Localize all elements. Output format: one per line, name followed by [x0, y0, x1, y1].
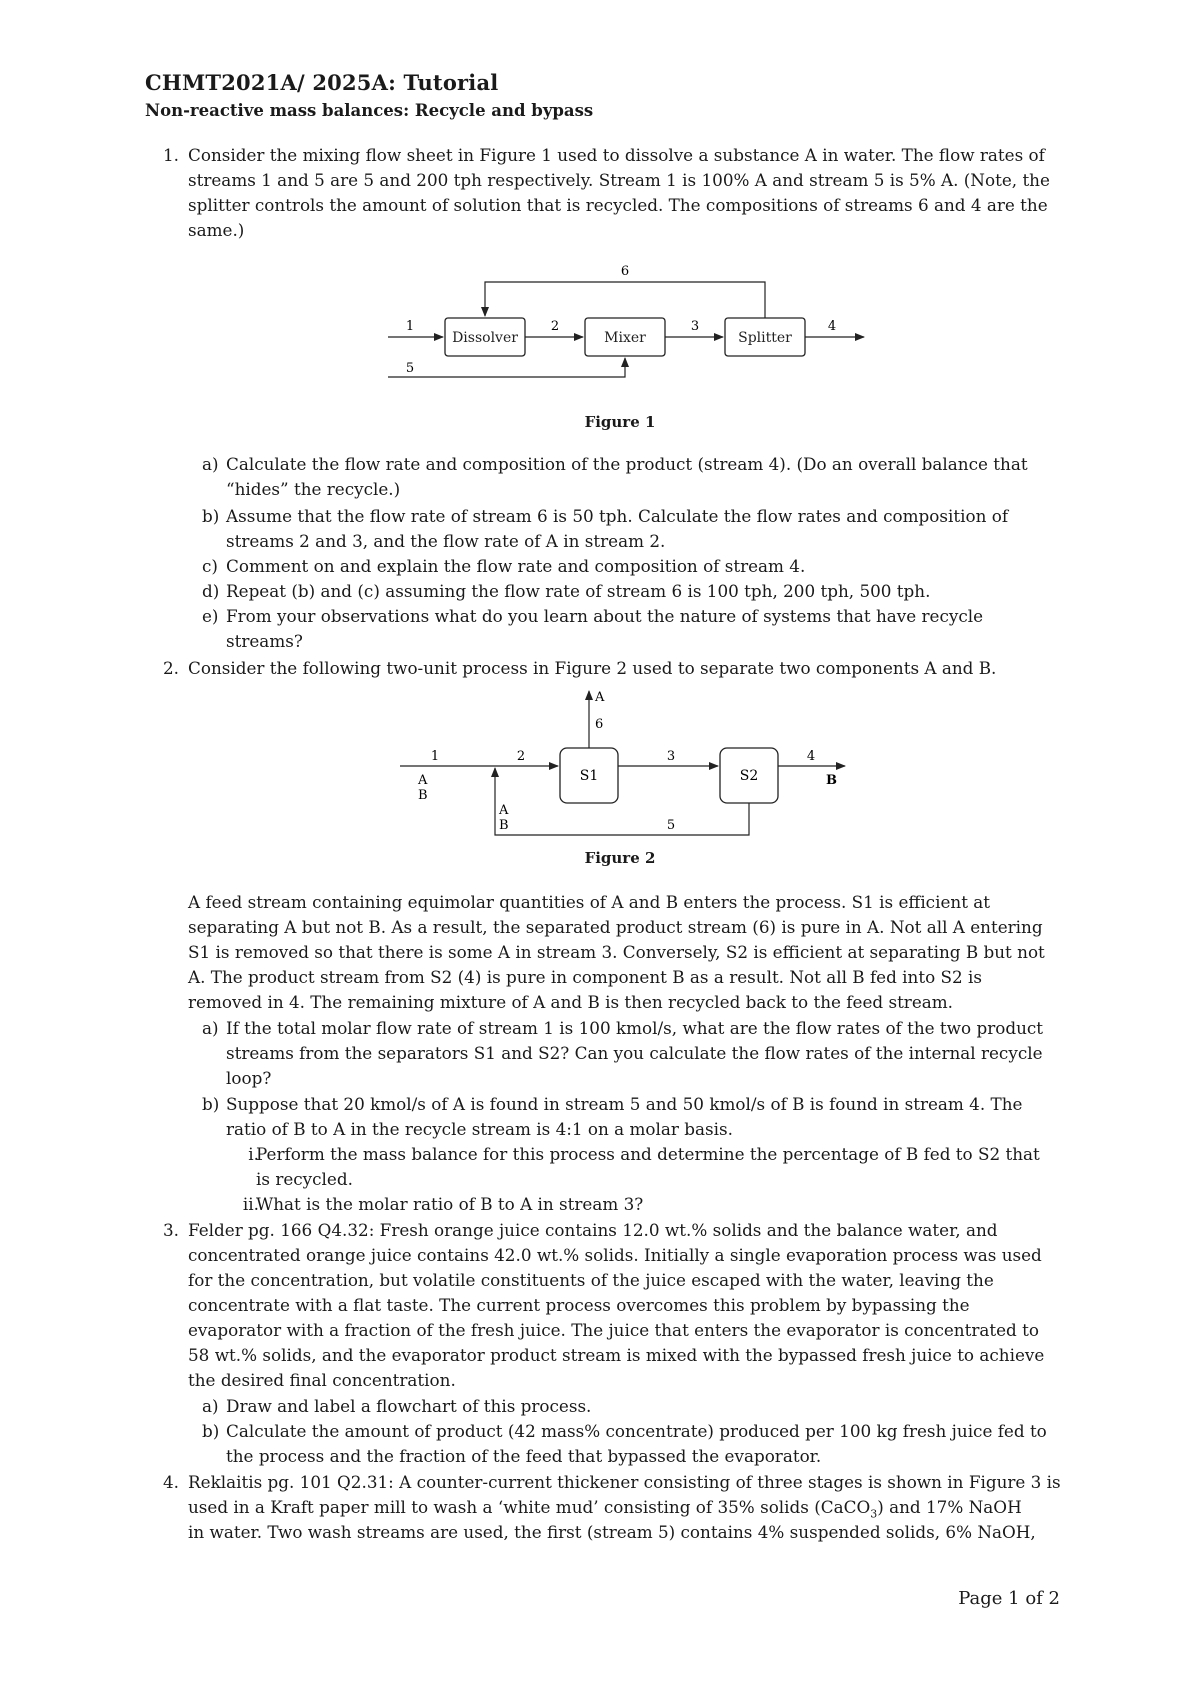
- stream-4-label: 4: [806, 749, 816, 764]
- question-2-intro: Consider the following two-unit process in Figure 2 used to separate two components A and B.: [188, 658, 997, 678]
- figure-1-flowsheet: [370, 255, 870, 385]
- q3-line: for the concentration, but volatile constituents of the juice escaped with the water, leaving the: [188, 1270, 994, 1290]
- q1-line: splitter controls the amount of solution that is recycled. The compositions of streams 6 and 4 are the: [188, 195, 1048, 215]
- subpart-label: i.: [248, 1144, 259, 1164]
- q1-line: streams 1 and 5 are 5 and 200 tph respectively. Stream 1 is 100% A and stream 5 is 5% A. (Note, the: [188, 170, 1050, 190]
- question-2-number: 2.: [163, 658, 180, 678]
- stream-1-component-a: A: [418, 773, 428, 788]
- stream-2-label: 2: [550, 319, 560, 334]
- stream-5-label: 5: [666, 818, 676, 833]
- q3-line: concentrated orange juice contains 42.0 wt.% solids. Initially a single evaporation process was used: [188, 1245, 1042, 1265]
- page-number: Page 1 of 2: [958, 1588, 1060, 1609]
- q4-line2-pre: used in a Kraft paper mill to wash a ‘white mud’ consisting of 35% solids (CaCO: [188, 1497, 871, 1517]
- q4-line2-post: ) and 17% NaOH: [877, 1497, 1022, 1517]
- subpart-line: Perform the mass balance for this process and determine the percentage of B fed to S2 that: [256, 1144, 1040, 1164]
- stream-1-label: 1: [430, 749, 440, 764]
- s1-label: S1: [579, 768, 599, 784]
- part-line: Calculate the flow rate and composition of the product (stream 4). (Do an overall balance that: [226, 454, 1028, 474]
- q2-para-line: removed in 4. The remaining mixture of A and B is then recycled back to the feed stream.: [188, 992, 954, 1012]
- part-line: Repeat (b) and (c) assuming the flow rate of stream 6 is 100 tph, 200 tph, 500 tph.: [226, 581, 931, 601]
- part-label: e): [202, 606, 219, 626]
- part-line: ratio of B to A in the recycle stream is 4:1 on a molar basis.: [226, 1119, 733, 1139]
- figure-2-caption: Figure 2: [584, 849, 656, 867]
- q2-para-line: S1 is removed so that there is some A in stream 3. Conversely, S2 is efficient at separating B but not: [188, 942, 1045, 962]
- stream-6-line: [485, 282, 765, 318]
- part-line: From your observations what do you learn about the nature of systems that have recycle: [226, 606, 984, 626]
- question-1-number: 1.: [163, 145, 180, 165]
- part-line: Assume that the flow rate of stream 6 is 50 tph. Calculate the flow rates and composition of: [226, 506, 1009, 526]
- stream-4-label: 4: [827, 319, 837, 334]
- document-subtitle: Non-reactive mass balances: Recycle and bypass: [145, 101, 594, 120]
- subpart-line: is recycled.: [256, 1169, 353, 1189]
- q1-line: Consider the mixing flow sheet in Figure 1 used to dissolve a substance A in water. The flow rates of: [188, 145, 1045, 165]
- stream-3-label: 3: [666, 749, 676, 764]
- q2-para-line: A. The product stream from S2 (4) is pure in component B as a result. Not all B fed into S2 is: [188, 967, 983, 987]
- q3-line: concentrate with a flat taste. The current process overcomes this problem by bypassing the: [188, 1295, 970, 1315]
- stream-6-label: 6: [620, 264, 630, 279]
- figure-2-flowsheet: [395, 683, 865, 843]
- stream-5-line: [495, 768, 749, 835]
- part-line: loop?: [226, 1068, 272, 1088]
- part-label: b): [202, 1094, 220, 1114]
- part-label: c): [202, 556, 218, 576]
- stream-3-label: 3: [690, 319, 700, 334]
- q1-line: same.): [188, 220, 245, 240]
- q2-para-line: separating A but not B. As a result, the separated product stream (6) is pure in A. Not all A entering: [188, 917, 1043, 937]
- part-label: b): [202, 1421, 220, 1441]
- part-label: b): [202, 506, 220, 526]
- subpart-label: ii.: [242, 1194, 259, 1214]
- q2-para-line: A feed stream containing equimolar quantities of A and B enters the process. S1 is efficient at: [188, 892, 991, 912]
- q4-line: Reklaitis pg. 101 Q2.31: A counter-current thickener consisting of three stages is shown in Figure 3 is: [188, 1472, 1061, 1492]
- mixer-label: Mixer: [604, 330, 646, 346]
- stream-5-component-b: B: [499, 818, 509, 833]
- part-line: streams?: [226, 631, 303, 651]
- stream-2-label: 2: [516, 749, 526, 764]
- figure-1-caption: Figure 1: [584, 413, 656, 431]
- q3-line: evaporator with a fraction of the fresh juice. The juice that enters the evaporator is concentrated to: [188, 1320, 1039, 1340]
- q3-line: the desired final concentration.: [188, 1370, 456, 1390]
- part-line: streams 2 and 3, and the flow rate of A in stream 2.: [226, 531, 666, 551]
- stream-5-line: [388, 358, 625, 377]
- q3-line: 58 wt.% solids, and the evaporator product stream is mixed with the bypassed fresh juice to achieve: [188, 1345, 1045, 1365]
- part-label: a): [202, 454, 219, 474]
- stream-6-label: 6: [595, 717, 604, 732]
- s2-label: S2: [739, 768, 759, 784]
- part-line: Draw and label a flowchart of this process.: [226, 1396, 592, 1416]
- q3-line: Felder pg. 166 Q4.32: Fresh orange juice contains 12.0 wt.% solids and the balance water, and: [188, 1220, 998, 1240]
- part-label: a): [202, 1396, 219, 1416]
- part-line: Calculate the amount of product (42 mass% concentrate) produced per 100 kg fresh juice fed to: [226, 1421, 1047, 1441]
- part-line: Suppose that 20 kmol/s of A is found in stream 5 and 50 kmol/s of B is found in stream 4. The: [226, 1094, 1023, 1114]
- stream-6-component-a: A: [595, 690, 605, 705]
- subpart-line: What is the molar ratio of B to A in stream 3?: [256, 1194, 644, 1214]
- stream-1-component-b: B: [418, 788, 428, 803]
- q4-line: in water. Two wash streams are used, the first (stream 5) contains 4% suspended solids, 6% NaOH,: [188, 1522, 1036, 1542]
- q4-line2-subscript: 3: [870, 1507, 878, 1521]
- stream-4-component-b: B: [826, 773, 837, 788]
- stream-1-label: 1: [405, 319, 415, 334]
- stream-5-label: 5: [405, 361, 415, 376]
- document-title: CHMT2021A/ 2025A: Tutorial: [145, 70, 499, 95]
- splitter-label: Splitter: [738, 330, 792, 346]
- dissolver-label: Dissolver: [452, 330, 518, 346]
- question-4-number: 4.: [163, 1472, 180, 1492]
- part-label: d): [202, 581, 220, 601]
- part-line: “hides” the recycle.): [226, 479, 401, 499]
- stream-5-component-a: A: [499, 803, 509, 818]
- part-label: a): [202, 1018, 219, 1038]
- part-line: the process and the fraction of the feed that bypassed the evaporator.: [226, 1446, 822, 1466]
- part-line: streams from the separators S1 and S2? Can you calculate the flow rates of the internal recycle: [226, 1043, 1043, 1063]
- part-line: Comment on and explain the flow rate and composition of stream 4.: [226, 556, 806, 576]
- part-line: If the total molar flow rate of stream 1 is 100 kmol/s, what are the flow rates of the two product: [226, 1018, 1044, 1038]
- question-3-number: 3.: [163, 1220, 180, 1240]
